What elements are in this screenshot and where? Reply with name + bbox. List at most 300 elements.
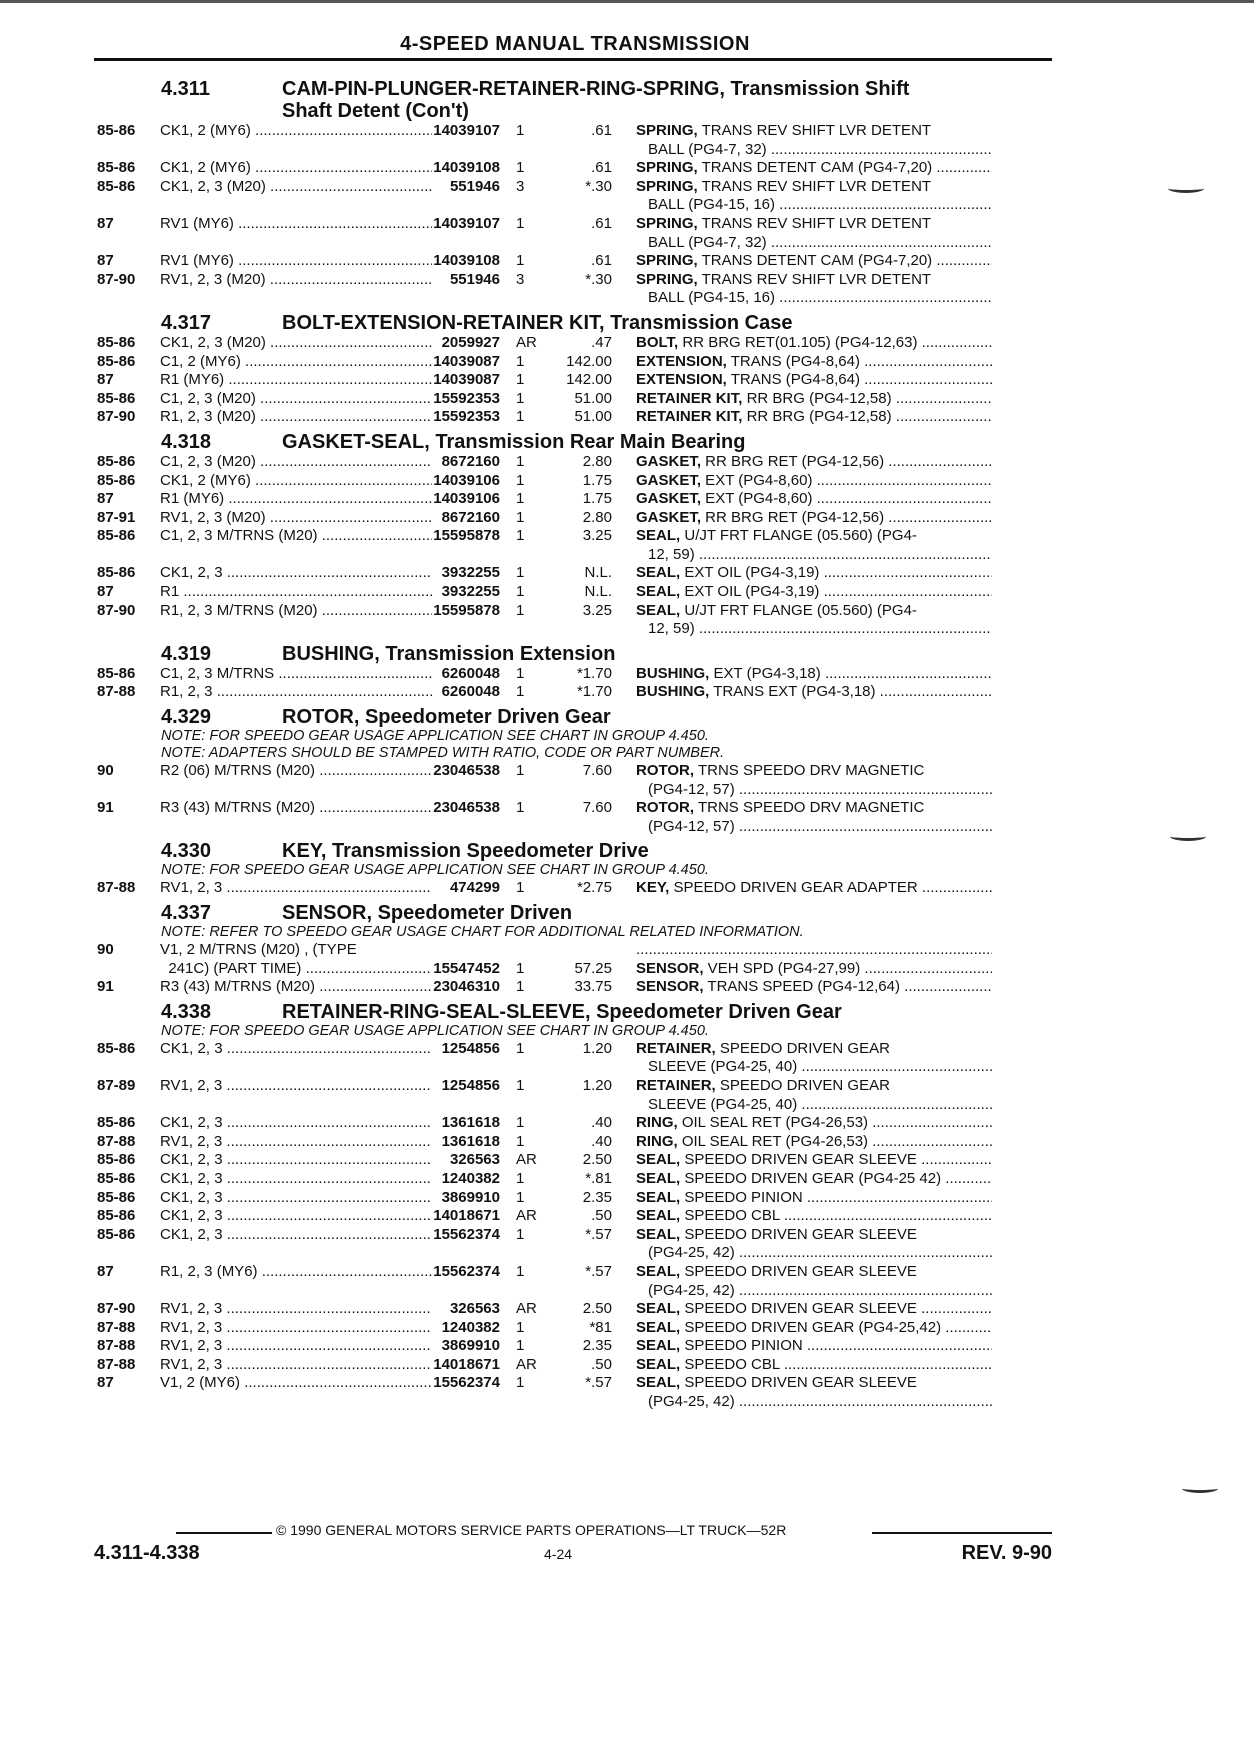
part-name: SEAL,	[636, 1337, 681, 1355]
description-line	[636, 1151, 992, 1170]
part-row	[97, 665, 1057, 684]
part-description	[612, 1226, 992, 1263]
price: .40	[591, 1132, 612, 1150]
part-detail: SPEEDO DRIVEN GEAR SLEEVE	[680, 1374, 917, 1392]
part-row	[97, 390, 1057, 409]
part-detail: SPEEDO DRIVEN GEAR (PG4-25 42)	[680, 1169, 942, 1187]
price: 142.00	[566, 352, 612, 370]
price: *2.75	[576, 879, 612, 897]
parts-listing	[97, 74, 1057, 1412]
price: 3.25	[582, 601, 612, 619]
model-year: 85-86	[97, 389, 136, 407]
part-name: GASKET,	[636, 471, 702, 489]
description-line	[636, 683, 992, 702]
model-year: 85-86	[97, 159, 136, 177]
price: *.57	[585, 1262, 612, 1280]
part-detail: U/JT FRT FLANGE (05.560) (PG4-	[680, 527, 917, 545]
binding-mark	[1170, 832, 1206, 841]
price: *1.70	[576, 683, 612, 701]
quantity: 1	[516, 1318, 525, 1336]
part-description	[612, 1263, 992, 1300]
quantity: 1	[516, 601, 525, 619]
description-continuation: BALL (PG4-15, 16) .....	[636, 289, 992, 308]
part-description	[612, 1170, 992, 1189]
quantity: 1	[516, 1114, 525, 1132]
part-name: GASKET,	[636, 490, 702, 508]
section-title-text: GASKET-SEAL, Transmission Rear Main Bearing	[282, 430, 746, 453]
part-row	[97, 122, 1057, 159]
part-detail: SPEEDO DRIVEN GEAR	[715, 1076, 890, 1094]
model-application: C1, 2, 3 M/TRNS (M20) .....	[160, 527, 432, 564]
part-number: 23046310	[433, 978, 500, 996]
price: 57.25	[574, 959, 612, 977]
quantity: 1	[516, 389, 525, 407]
description-continuation: BALL (PG4-7, 32) .....	[636, 141, 992, 160]
model-year: 87-89	[97, 1076, 136, 1094]
model-year: 85-86	[97, 333, 136, 351]
part-description	[612, 1133, 992, 1152]
part-description	[612, 509, 992, 528]
price: *81	[589, 1318, 612, 1336]
price: 142.00	[566, 371, 612, 389]
part-number: 551946	[449, 177, 500, 195]
part-detail: TRANS SPEED (PG4-12,64)	[703, 978, 900, 996]
part-description	[612, 390, 992, 409]
binding-mark	[1182, 1484, 1218, 1493]
part-detail: SPEEDO DRIVEN GEAR ADAPTER	[669, 879, 918, 897]
section-title	[282, 643, 1057, 665]
part-name: RETAINER,	[636, 1039, 716, 1057]
section-title-text: BOLT-EXTENSION-RETAINER KIT, Transmission Case	[282, 311, 793, 334]
model-application: RV1, 2, 3 .....	[160, 1133, 432, 1152]
description-line	[636, 941, 992, 960]
part-row	[97, 799, 1057, 836]
part-row	[97, 1151, 1057, 1170]
part-name: BOLT,	[636, 333, 679, 351]
part-description	[612, 215, 992, 252]
model-application: CK1, 2, 3 (M20) .....	[160, 178, 432, 215]
part-row	[97, 960, 1057, 979]
part-number: 15547452	[433, 959, 500, 977]
part-row	[97, 271, 1057, 308]
part-detail: TRANS EXT (PG4-3,18)	[709, 683, 876, 701]
quantity: 1	[516, 1374, 525, 1392]
model-year: 85-86	[97, 1114, 136, 1132]
part-description	[612, 371, 992, 390]
part-row	[97, 472, 1057, 491]
section-title-text: BUSHING, Transmission Extension	[282, 642, 616, 665]
section-heading	[97, 431, 1057, 453]
part-number: 8672160	[441, 508, 500, 526]
part-description	[612, 1337, 992, 1356]
section-number: 4.317	[161, 311, 212, 334]
part-number: 1240382	[441, 1169, 500, 1187]
section-title	[282, 312, 1057, 334]
section-subtitle: Shaft Detent (Con't)	[282, 100, 469, 122]
section-heading	[97, 840, 1057, 862]
part-name: ROTOR,	[636, 762, 695, 780]
part-number: 15595878	[433, 527, 500, 545]
price: 7.60	[582, 799, 612, 817]
section-heading	[97, 643, 1057, 665]
description-line	[636, 564, 992, 583]
model-application: CK1, 2, 3 .....	[160, 564, 432, 583]
section-number: 4.319	[161, 642, 212, 665]
model-application: R1, 2, 3 (MY6) .....	[160, 1263, 432, 1300]
part-description	[612, 665, 992, 684]
part-number: 474299	[449, 879, 500, 897]
quantity	[500, 941, 536, 960]
quantity: AR	[516, 1151, 537, 1169]
part-name: SPRING,	[636, 177, 698, 195]
section-title	[282, 840, 1057, 862]
model-application: CK1, 2, 3 (M20) .....	[160, 334, 432, 353]
model-application: C1, 2, 3 (M20) .....	[160, 390, 432, 409]
quantity: AR	[516, 1355, 537, 1373]
description-line	[636, 215, 992, 234]
part-detail: EXT OIL (PG4-3,19)	[680, 564, 820, 582]
description-line	[636, 472, 992, 491]
model-application: R3 (43) M/TRNS (M20) .....	[160, 978, 432, 997]
part-number: 1254856	[441, 1076, 500, 1094]
part-description	[612, 1114, 992, 1133]
part-row	[97, 602, 1057, 639]
section-title	[282, 1001, 1057, 1023]
model-year: 85-86	[97, 664, 136, 682]
part-detail: SPEEDO DRIVEN GEAR SLEEVE	[680, 1262, 917, 1280]
section-note: NOTE: FOR SPEEDO GEAR USAGE APPLICATION SEE CHART IN GROUP 4.450.	[161, 862, 709, 879]
quantity: 1	[516, 252, 525, 270]
description-line	[636, 1170, 992, 1189]
model-year: 85-86	[97, 471, 136, 489]
section-title-text: CAM-PIN-PLUNGER-RETAINER-RING-SPRING, Transmission Shift	[282, 78, 910, 100]
part-description	[612, 1077, 992, 1114]
quantity: 1	[516, 564, 525, 582]
part-row	[97, 353, 1057, 372]
quantity: 1	[516, 352, 525, 370]
price: 51.00	[574, 389, 612, 407]
part-name: BUSHING,	[636, 683, 710, 701]
part-name: GASKET,	[636, 508, 702, 526]
part-name: SEAL,	[636, 1318, 681, 1336]
part-name: SEAL,	[636, 1151, 681, 1169]
part-number: 3932255	[441, 564, 500, 582]
price: *.57	[585, 1225, 612, 1243]
model-year: 87	[97, 371, 114, 389]
part-number: 6260048	[441, 664, 500, 682]
quantity: 3	[516, 177, 525, 195]
part-number: 14018671	[433, 1207, 500, 1225]
part-detail: U/JT FRT FLANGE (05.560) (PG4-	[680, 601, 917, 619]
price: 1.75	[582, 490, 612, 508]
quantity: 1	[516, 371, 525, 389]
model-application: R1, 2, 3 M/TRNS (M20) .....	[160, 602, 432, 639]
description-line	[636, 390, 992, 409]
part-description	[612, 334, 992, 353]
part-description	[612, 1356, 992, 1375]
footer-page-number: 4-24	[544, 1546, 573, 1562]
description-line	[636, 371, 992, 390]
price: *.57	[585, 1374, 612, 1392]
part-description	[612, 271, 992, 308]
part-detail: OIL SEAL RET (PG4-26,53)	[677, 1114, 869, 1132]
part-description	[612, 1189, 992, 1208]
section-title-text: SENSOR, Speedometer Driven	[282, 902, 573, 924]
part-detail: TRANS REV SHIFT LVR DETENT	[697, 214, 932, 232]
model-application: RV1, 2, 3 (M20) .....	[160, 271, 432, 308]
section-title-text: ROTOR, Speedometer Driven Gear	[282, 706, 611, 729]
section-number: 4.338	[161, 1000, 212, 1023]
part-row	[97, 1226, 1057, 1263]
part-description	[612, 252, 992, 271]
section-note: NOTE: ADAPTERS SHOULD BE STAMPED WITH RATIO, CODE OR PART NUMBER.	[161, 745, 725, 762]
model-year: 85-86	[97, 122, 136, 139]
description-line	[636, 1077, 992, 1096]
part-detail: SPEEDO CBL	[680, 1355, 780, 1373]
model-application: CK1, 2, 3 .....	[160, 1170, 432, 1189]
part-number: 14039106	[433, 490, 500, 508]
quantity: AR	[516, 1300, 537, 1318]
price: 3.25	[582, 527, 612, 545]
quantity: 1	[516, 159, 525, 177]
model-year: 87-90	[97, 270, 136, 288]
section-title	[282, 902, 1057, 924]
part-number: 3932255	[441, 583, 500, 601]
description-line	[636, 1133, 992, 1152]
part-description	[612, 453, 992, 472]
part-name: SEAL,	[636, 1262, 681, 1280]
model-year: 85-86	[97, 1169, 136, 1187]
part-name: EXTENSION,	[636, 371, 727, 389]
part-detail: TRANS REV SHIFT LVR DETENT	[697, 122, 932, 139]
part-number: 15592353	[433, 389, 500, 407]
part-row	[97, 583, 1057, 602]
part-row	[97, 490, 1057, 509]
model-application: RV1, 2, 3 .....	[160, 1337, 432, 1356]
quantity: 3	[516, 270, 525, 288]
part-number: 15592353	[433, 408, 500, 426]
part-number: 14039108	[433, 252, 500, 270]
model-application: 241C) (PART TIME) .....	[160, 960, 432, 979]
part-row	[97, 1040, 1057, 1077]
part-description	[612, 960, 992, 979]
price: *.81	[585, 1169, 612, 1187]
section-number: 4.329	[161, 706, 212, 729]
model-year: 90	[97, 941, 114, 958]
model-year	[97, 960, 160, 979]
description-line	[636, 1207, 992, 1226]
quantity: 1	[516, 214, 525, 232]
part-description	[612, 564, 992, 583]
model-application: R1 (MY6) .....	[160, 371, 432, 390]
part-description	[612, 1151, 992, 1170]
part-number: 14039087	[433, 352, 500, 370]
quantity: 1	[516, 1262, 525, 1280]
description-line	[636, 1337, 992, 1356]
part-detail: TRNS SPEEDO DRV MAGNETIC	[694, 799, 925, 817]
description-line	[636, 1263, 992, 1282]
description-line	[636, 665, 992, 684]
part-detail: EXT (PG4-3,18)	[709, 664, 821, 682]
description-line	[636, 602, 992, 621]
model-application: CK1, 2, 3 .....	[160, 1207, 432, 1226]
description-line	[636, 334, 992, 353]
price: N.L.	[584, 583, 612, 601]
part-detail: TRANS REV SHIFT LVR DETENT	[697, 177, 932, 195]
price: 2.80	[582, 452, 612, 470]
part-name: RETAINER,	[636, 1076, 716, 1094]
part-description	[612, 408, 992, 427]
model-year: 85-86	[97, 452, 136, 470]
model-application: R2 (06) M/TRNS (M20) .....	[160, 762, 432, 799]
description-continuation: SLEEVE (PG4-25, 40) .....	[636, 1058, 992, 1077]
part-number: 8672160	[441, 452, 500, 470]
model-year: 87-88	[97, 879, 136, 897]
part-description	[612, 683, 992, 702]
part-description	[612, 941, 992, 960]
price: 2.50	[582, 1300, 612, 1318]
quantity: 1	[516, 408, 525, 426]
part-number: 14039107	[433, 122, 500, 139]
footer-rule-right	[872, 1532, 1052, 1534]
section-heading	[97, 312, 1057, 334]
price: .47	[591, 333, 612, 351]
part-detail: RR BRG RET(01.105) (PG4-12,63)	[678, 333, 918, 351]
description-line	[636, 1040, 992, 1059]
description-line	[636, 583, 992, 602]
description-line	[636, 1226, 992, 1245]
part-number: 2059927	[441, 333, 500, 351]
description-continuation: SLEEVE (PG4-25, 40) .....	[636, 1096, 992, 1115]
part-number: 3869910	[441, 1337, 500, 1355]
part-row	[97, 1077, 1057, 1114]
part-row	[97, 178, 1057, 215]
part-number: 14018671	[433, 1355, 500, 1373]
part-description	[612, 527, 992, 564]
model-application: R3 (43) M/TRNS (M20) .....	[160, 799, 432, 836]
model-application: RV1, 2, 3 .....	[160, 1077, 432, 1114]
quantity: 1	[516, 879, 525, 897]
price: 7.60	[582, 762, 612, 780]
quantity: 1	[516, 1337, 525, 1355]
part-description	[612, 1040, 992, 1077]
price: *1.70	[576, 664, 612, 682]
description-line	[636, 1356, 992, 1375]
part-name: RETAINER KIT,	[636, 389, 743, 407]
part-number: 15562374	[433, 1374, 500, 1392]
part-number: 1361618	[441, 1132, 500, 1150]
model-application: RV1, 2, 3 .....	[160, 879, 432, 898]
price: 1.20	[582, 1076, 612, 1094]
part-description	[612, 1207, 992, 1226]
part-row	[97, 252, 1057, 271]
part-name: RING,	[636, 1132, 678, 1150]
part-detail: SPEEDO DRIVEN GEAR	[715, 1039, 890, 1057]
part-row	[97, 1319, 1057, 1338]
quantity: 1	[516, 978, 525, 996]
top-scan-line	[0, 0, 1254, 3]
description-line	[636, 762, 992, 781]
part-description	[612, 1374, 992, 1411]
model-year: 87-88	[97, 1337, 136, 1355]
description-continuation: BALL (PG4-15, 16) .....	[636, 196, 992, 215]
description-continuation: (PG4-12, 57) .....	[636, 818, 992, 837]
part-row	[97, 762, 1057, 799]
model-year: 85-86	[97, 1207, 136, 1225]
description-line	[636, 490, 992, 509]
description-line	[636, 960, 992, 979]
description-continuation: (PG4-12, 57) .....	[636, 781, 992, 800]
part-row	[97, 509, 1057, 528]
section-title-text: KEY, Transmission Speedometer Drive	[282, 840, 649, 863]
quantity: AR	[516, 1207, 537, 1225]
model-year: 87	[97, 1374, 114, 1392]
part-number: 3869910	[441, 1188, 500, 1206]
description-line	[636, 408, 992, 427]
quantity: 1	[516, 1039, 525, 1057]
page-title: 4-SPEED MANUAL TRANSMISSION	[400, 33, 750, 55]
section-number: 4.337	[161, 902, 212, 924]
description-line	[636, 353, 992, 372]
section-note: NOTE: FOR SPEEDO GEAR USAGE APPLICATION SEE CHART IN GROUP 4.450.	[161, 728, 709, 745]
model-application: R1, 2, 3 (M20) .....	[160, 408, 432, 427]
description-continuation: 12, 59) .....	[636, 546, 992, 565]
model-application: CK1, 2 (MY6) .....	[160, 472, 432, 491]
footer-copyright: © 1990 GENERAL MOTORS SERVICE PARTS OPERATIONS—LT TRUCK—52R	[276, 1522, 787, 1538]
part-detail: EXT (PG4-8,60)	[701, 471, 813, 489]
part-description	[612, 472, 992, 491]
description-continuation: (PG4-25, 42) .....	[636, 1393, 992, 1412]
part-name: EXTENSION,	[636, 352, 727, 370]
part-name: ROTOR,	[636, 799, 695, 817]
part-description	[612, 1319, 992, 1338]
part-name: SEAL,	[636, 1207, 681, 1225]
price: 1.75	[582, 471, 612, 489]
price	[536, 941, 612, 960]
model-application: RV1, 2, 3 .....	[160, 1300, 432, 1319]
model-year: 87-88	[97, 1318, 136, 1336]
model-application: R1 .....	[160, 583, 432, 602]
quantity: 1	[516, 1076, 525, 1094]
quantity: 1	[516, 1225, 525, 1243]
quantity: 1	[516, 959, 525, 977]
quantity: 1	[516, 490, 525, 508]
price: .61	[591, 214, 612, 232]
quantity: 1	[516, 508, 525, 526]
part-number: 14039087	[433, 371, 500, 389]
model-application: RV1 (MY6) .....	[160, 215, 432, 252]
quantity: 1	[516, 1188, 525, 1206]
part-name: GASKET,	[636, 452, 702, 470]
part-row	[97, 1114, 1057, 1133]
part-row	[97, 1207, 1057, 1226]
description-continuation: (PG4-25, 42) .....	[636, 1282, 992, 1301]
part-row	[97, 1374, 1057, 1411]
part-description	[612, 178, 992, 215]
section-number: 4.311	[161, 78, 210, 100]
description-continuation: (PG4-25, 42) .....	[636, 1244, 992, 1263]
description-line	[636, 1300, 992, 1319]
model-application: C1, 2, 3 M/TRNS .....	[160, 665, 432, 684]
model-year: 87-90	[97, 601, 136, 619]
part-description	[612, 799, 992, 836]
model-year: 87	[97, 252, 114, 270]
section-heading	[97, 902, 1057, 924]
model-year: 87-90	[97, 1300, 136, 1318]
part-detail: SPEEDO PINION	[680, 1337, 803, 1355]
section-number: 4.330	[161, 840, 212, 863]
quantity: 1	[516, 664, 525, 682]
